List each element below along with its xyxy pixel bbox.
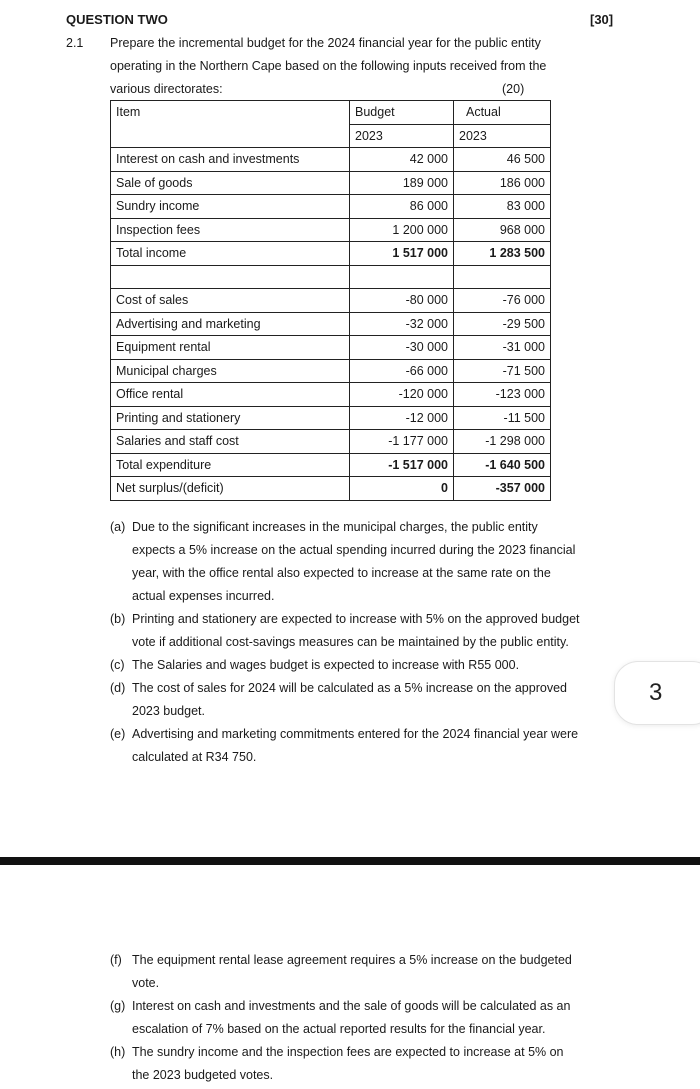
list-item-line: Advertising and marketing commitments entered for the 2024 financial year were — [132, 727, 579, 741]
budget-table — [110, 100, 551, 501]
row-item: Sale of goods — [111, 171, 350, 195]
row-item: Total expenditure — [111, 453, 350, 477]
intro-line: Prepare the incremental budget for the 2024 financial year for the public entity — [110, 36, 541, 50]
total-expenditure-row — [111, 453, 551, 477]
table-row — [111, 359, 551, 383]
row-actual: 186 000 — [454, 171, 551, 195]
row-actual: 968 000 — [454, 218, 551, 242]
row-budget: -80 000 — [350, 289, 454, 313]
list-item-line: 2023 budget. — [132, 704, 205, 718]
row-budget: -66 000 — [350, 359, 454, 383]
row-item: Net surplus/(deficit) — [111, 477, 350, 501]
table-row — [111, 383, 551, 407]
intro-line: various directorates: — [110, 82, 223, 96]
header-item: Item — [111, 101, 350, 125]
list-item-line: escalation of 7% based on the actual reported results for the financial year. — [132, 1022, 546, 1036]
page-number: 3 — [649, 679, 663, 706]
table-row — [111, 148, 551, 172]
table-header-year-row — [111, 124, 551, 148]
header-actual-year: 2023 — [454, 124, 551, 148]
row-item: Printing and stationery — [111, 406, 350, 430]
row-actual: -1 298 000 — [454, 430, 551, 454]
notes-list-page1 — [110, 516, 620, 769]
list-item — [110, 1041, 620, 1087]
row-actual: -11 500 — [454, 406, 551, 430]
list-item-line: actual expenses incurred. — [132, 589, 275, 603]
notes-list-page2 — [110, 949, 620, 1087]
list-item-line: vote. — [132, 976, 160, 990]
table-row — [111, 312, 551, 336]
list-item-line: year, with the office rental also expected to increase at the same rate on the — [132, 566, 551, 580]
table-row — [111, 406, 551, 430]
row-actual: 83 000 — [454, 195, 551, 219]
row-item: Municipal charges — [111, 359, 350, 383]
row-item: Interest on cash and investments — [111, 148, 350, 172]
row-budget: 1 517 000 — [350, 242, 454, 266]
list-item-line: calculated at R34 750. — [132, 750, 257, 764]
row-budget: -30 000 — [350, 336, 454, 360]
intro-line: operating in the Northern Cape based on the following inputs received from the — [110, 59, 547, 73]
row-actual: -71 500 — [454, 359, 551, 383]
list-item — [110, 677, 620, 723]
list-item — [110, 516, 620, 608]
list-item — [110, 723, 620, 769]
row-item: Equipment rental — [111, 336, 350, 360]
header-actual: Actual — [454, 101, 551, 125]
spacer-row — [111, 265, 551, 289]
list-item — [110, 654, 620, 677]
page-number-badge[interactable] — [614, 661, 700, 725]
list-item-line: Printing and stationery are expected to increase with 5% on the approved budget — [132, 612, 580, 626]
spacer-cell — [350, 265, 454, 289]
list-item-label: (e) — [110, 727, 126, 741]
row-item: Cost of sales — [111, 289, 350, 313]
list-item — [110, 949, 620, 995]
row-item: Sundry income — [111, 195, 350, 219]
row-budget: -32 000 — [350, 312, 454, 336]
page-divider — [0, 857, 700, 865]
list-item-line: the 2023 budgeted votes. — [132, 1068, 274, 1082]
list-item-line: Interest on cash and investments and the sale of goods will be calculated as an — [132, 999, 571, 1013]
row-budget: 42 000 — [350, 148, 454, 172]
table-row — [111, 430, 551, 454]
row-budget: -120 000 — [350, 383, 454, 407]
question-intro — [110, 32, 546, 101]
sub-marks: (20) — [502, 82, 525, 96]
row-item: Total income — [111, 242, 350, 266]
row-budget: 1 200 000 — [350, 218, 454, 242]
row-actual: -31 000 — [454, 336, 551, 360]
question-title: QUESTION TWO — [66, 12, 168, 27]
list-item-label: (h) — [110, 1045, 126, 1059]
list-item-label: (b) — [110, 612, 126, 626]
total-income-row — [111, 242, 551, 266]
table-row — [111, 336, 551, 360]
row-actual: -1 640 500 — [454, 453, 551, 477]
table-row — [111, 195, 551, 219]
list-item-line: expects a 5% increase on the actual spending incurred during the 2023 financial — [132, 543, 576, 557]
list-item-line: The sundry income and the inspection fees are expected to increase at 5% on — [132, 1045, 564, 1059]
row-budget: 0 — [350, 477, 454, 501]
list-item-line: The equipment rental lease agreement requires a 5% increase on the budgeted — [132, 953, 572, 967]
list-item-line: The cost of sales for 2024 will be calculated as a 5% increase on the approved — [132, 681, 567, 695]
list-item — [110, 995, 620, 1041]
row-actual: 46 500 — [454, 148, 551, 172]
table-header-row — [111, 101, 551, 125]
header-budget-year: 2023 — [350, 124, 454, 148]
list-item-label: (f) — [110, 953, 122, 967]
row-item: Advertising and marketing — [111, 312, 350, 336]
row-actual: -357 000 — [454, 477, 551, 501]
question-marks: [30] — [590, 12, 614, 27]
list-item-line: The Salaries and wages budget is expected to increase with R55 000. — [132, 658, 520, 672]
spacer-cell — [111, 265, 350, 289]
row-budget: -12 000 — [350, 406, 454, 430]
row-budget: -1 517 000 — [350, 453, 454, 477]
list-item-label: (g) — [110, 999, 126, 1013]
net-surplus-row — [111, 477, 551, 501]
table-row — [111, 289, 551, 313]
row-actual: -76 000 — [454, 289, 551, 313]
table-row — [111, 171, 551, 195]
row-budget: -1 177 000 — [350, 430, 454, 454]
header-item-blank — [111, 124, 350, 148]
question-number: 2.1 — [66, 36, 84, 50]
list-item — [110, 608, 620, 654]
row-actual: -29 500 — [454, 312, 551, 336]
table-row — [111, 218, 551, 242]
header-budget: Budget — [350, 101, 454, 125]
row-item: Office rental — [111, 383, 350, 407]
row-actual: 1 283 500 — [454, 242, 551, 266]
row-item: Inspection fees — [111, 218, 350, 242]
row-actual: -123 000 — [454, 383, 551, 407]
list-item-line: Due to the significant increases in the municipal charges, the public entity — [132, 520, 538, 534]
row-item: Salaries and staff cost — [111, 430, 350, 454]
list-item-label: (c) — [110, 658, 125, 672]
list-item-label: (d) — [110, 681, 126, 695]
list-item-label: (a) — [110, 520, 126, 534]
row-budget: 189 000 — [350, 171, 454, 195]
list-item-line: vote if additional cost-savings measures can be maintained by the public entity. — [132, 635, 569, 649]
row-budget: 86 000 — [350, 195, 454, 219]
spacer-cell — [454, 265, 551, 289]
